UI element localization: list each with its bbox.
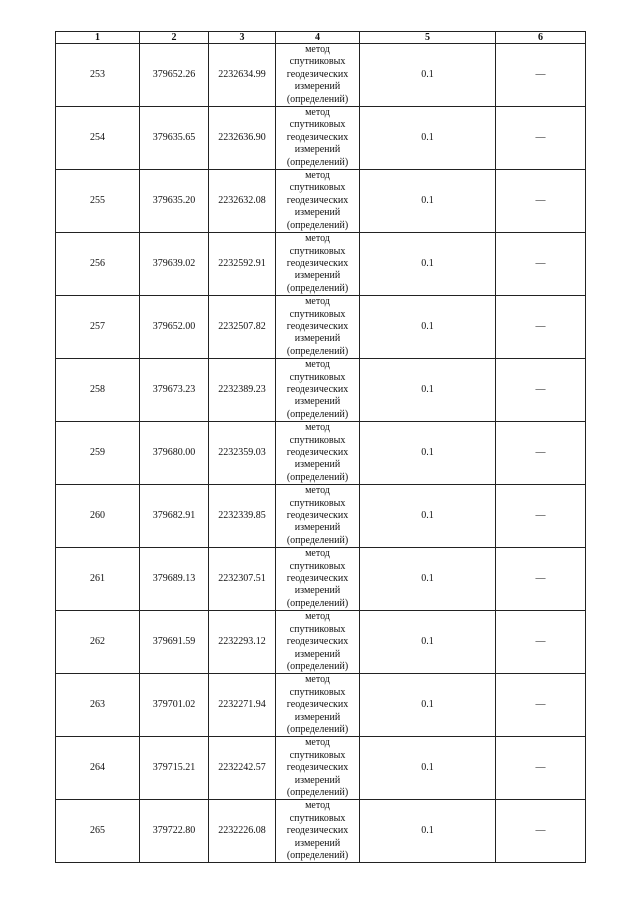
table-row — [56, 485, 586, 548]
table-row — [56, 422, 586, 485]
method-cell: метод спутниковых геодезических измерений (определений) — [276, 107, 360, 170]
header-col-6: 6 — [496, 32, 586, 44]
accuracy-cell: 0.1 — [360, 359, 496, 422]
accuracy-cell: 0.1 — [360, 800, 496, 863]
table-row — [56, 296, 586, 359]
method-cell: метод спутниковых геодезических измерений (определений) — [276, 737, 360, 800]
point-number-cell: 255 — [56, 170, 140, 233]
header-col-1: 1 — [56, 32, 140, 44]
method-cell: метод спутниковых геодезических измерений (определений) — [276, 548, 360, 611]
accuracy-cell: 0.1 — [360, 233, 496, 296]
y-coordinate-cell: 2232359.03 — [209, 422, 276, 485]
x-coordinate-cell: 379682.91 — [140, 485, 209, 548]
note-cell: — — [496, 170, 586, 233]
x-coordinate-cell: 379652.00 — [140, 296, 209, 359]
point-number-cell: 260 — [56, 485, 140, 548]
accuracy-cell: 0.1 — [360, 170, 496, 233]
point-number-cell: 257 — [56, 296, 140, 359]
table-row — [56, 800, 586, 863]
method-cell: метод спутниковых геодезических измерений (определений) — [276, 170, 360, 233]
y-coordinate-cell: 2232293.12 — [209, 611, 276, 674]
y-coordinate-cell: 2232592.91 — [209, 233, 276, 296]
method-cell: метод спутниковых геодезических измерений (определений) — [276, 233, 360, 296]
x-coordinate-cell: 379722.80 — [140, 800, 209, 863]
note-cell: — — [496, 233, 586, 296]
header-row — [56, 32, 586, 44]
y-coordinate-cell: 2232339.85 — [209, 485, 276, 548]
table-row — [56, 233, 586, 296]
x-coordinate-cell: 379680.00 — [140, 422, 209, 485]
table-header — [56, 32, 586, 44]
y-coordinate-cell: 2232389.23 — [209, 359, 276, 422]
table-row — [56, 359, 586, 422]
accuracy-cell: 0.1 — [360, 107, 496, 170]
note-cell: — — [496, 548, 586, 611]
point-number-cell: 259 — [56, 422, 140, 485]
accuracy-cell: 0.1 — [360, 611, 496, 674]
y-coordinate-cell: 2232632.08 — [209, 170, 276, 233]
header-col-2: 2 — [140, 32, 209, 44]
x-coordinate-cell: 379652.26 — [140, 44, 209, 107]
header-col-4: 4 — [276, 32, 360, 44]
table-row — [56, 170, 586, 233]
note-cell: — — [496, 359, 586, 422]
header-col-3: 3 — [209, 32, 276, 44]
point-number-cell: 264 — [56, 737, 140, 800]
point-number-cell: 263 — [56, 674, 140, 737]
point-number-cell: 265 — [56, 800, 140, 863]
header-col-5: 5 — [360, 32, 496, 44]
x-coordinate-cell: 379689.13 — [140, 548, 209, 611]
note-cell: — — [496, 485, 586, 548]
note-cell: — — [496, 422, 586, 485]
table-body — [56, 44, 586, 863]
x-coordinate-cell: 379635.20 — [140, 170, 209, 233]
x-coordinate-cell: 379673.23 — [140, 359, 209, 422]
method-cell: метод спутниковых геодезических измерений (определений) — [276, 485, 360, 548]
x-coordinate-cell: 379701.02 — [140, 674, 209, 737]
method-cell: метод спутниковых геодезических измерений (определений) — [276, 296, 360, 359]
table-row — [56, 548, 586, 611]
method-cell: метод спутниковых геодезических измерений (определений) — [276, 611, 360, 674]
note-cell: — — [496, 44, 586, 107]
point-number-cell: 256 — [56, 233, 140, 296]
method-cell: метод спутниковых геодезических измерений (определений) — [276, 422, 360, 485]
note-cell: — — [496, 611, 586, 674]
note-cell: — — [496, 296, 586, 359]
x-coordinate-cell: 379691.59 — [140, 611, 209, 674]
x-coordinate-cell: 379639.02 — [140, 233, 209, 296]
accuracy-cell: 0.1 — [360, 485, 496, 548]
note-cell: — — [496, 737, 586, 800]
point-number-cell: 262 — [56, 611, 140, 674]
x-coordinate-cell: 379635.65 — [140, 107, 209, 170]
table-row — [56, 44, 586, 107]
y-coordinate-cell: 2232636.90 — [209, 107, 276, 170]
x-coordinate-cell: 379715.21 — [140, 737, 209, 800]
method-cell: метод спутниковых геодезических измерений (определений) — [276, 674, 360, 737]
accuracy-cell: 0.1 — [360, 737, 496, 800]
accuracy-cell: 0.1 — [360, 674, 496, 737]
method-cell: метод спутниковых геодезических измерений (определений) — [276, 800, 360, 863]
note-cell: — — [496, 674, 586, 737]
y-coordinate-cell: 2232507.82 — [209, 296, 276, 359]
y-coordinate-cell: 2232307.51 — [209, 548, 276, 611]
y-coordinate-cell: 2232226.08 — [209, 800, 276, 863]
accuracy-cell: 0.1 — [360, 548, 496, 611]
y-coordinate-cell: 2232242.57 — [209, 737, 276, 800]
method-cell: метод спутниковых геодезических измерений (определений) — [276, 359, 360, 422]
table-row — [56, 674, 586, 737]
point-number-cell: 254 — [56, 107, 140, 170]
accuracy-cell: 0.1 — [360, 44, 496, 107]
table-row — [56, 611, 586, 674]
note-cell: — — [496, 107, 586, 170]
y-coordinate-cell: 2232634.99 — [209, 44, 276, 107]
point-number-cell: 253 — [56, 44, 140, 107]
accuracy-cell: 0.1 — [360, 296, 496, 359]
point-number-cell: 261 — [56, 548, 140, 611]
point-number-cell: 258 — [56, 359, 140, 422]
note-cell: — — [496, 800, 586, 863]
accuracy-cell: 0.1 — [360, 422, 496, 485]
method-cell: метод спутниковых геодезических измерений (определений) — [276, 44, 360, 107]
coordinates-table — [55, 31, 586, 863]
table-row — [56, 737, 586, 800]
table-row — [56, 107, 586, 170]
y-coordinate-cell: 2232271.94 — [209, 674, 276, 737]
